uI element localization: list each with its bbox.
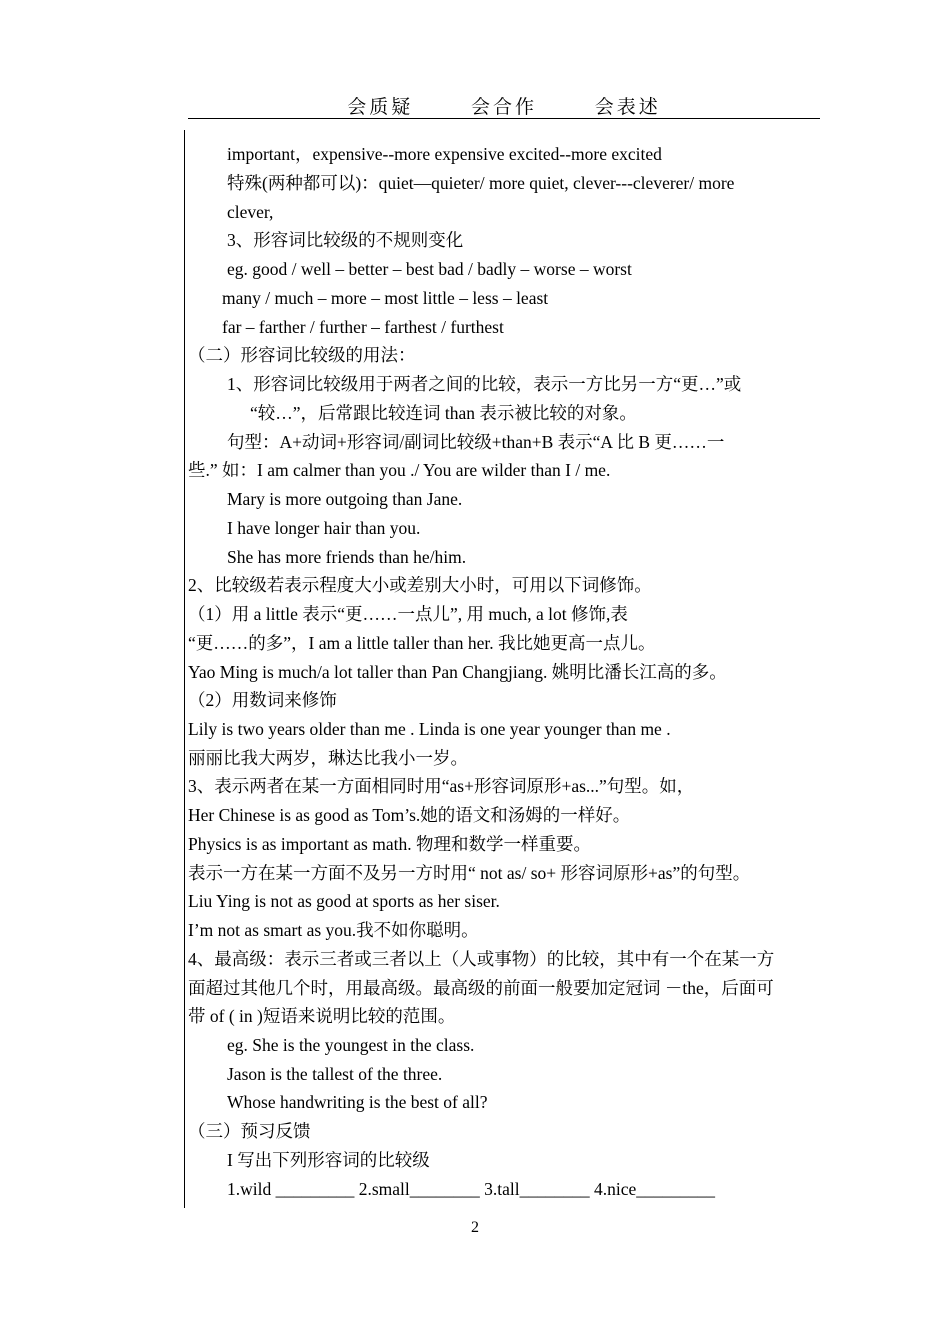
text-line: Lily is two years older than me . Linda is one year younger than me . [188,719,671,739]
text-line: important，expensive--more expensive excited--more excited [227,144,662,164]
text-line: 些.” 如：I am calmer than you ./ You are wilder than I / me. [188,460,611,480]
text-line: “较…”，后常跟比较连词 than 表示被比较的对象。 [250,403,637,423]
text-line: 4、最高级：表示三者或三者以上（人或事物）的比较，其中有一个在某一方 [188,949,775,969]
page-number: 2 [471,1219,479,1236]
header-item-cooperate: 会合作 [470,97,537,118]
text-line: 带 of ( in )短语来说明比较的范围。 [188,1006,456,1026]
text-line: 3、形容词比较级的不规则变化 [227,230,464,250]
page-header [188,92,820,118]
text-line: many / much – more – most little – less – least [222,288,549,308]
text-line: 2、比较级若表示程度大小或差别大小时，可用以下词修饰。 [188,575,652,595]
text-line: Yao Ming is much/a lot taller than Pan Changjiang. 姚明比潘长江高的多。 [188,662,727,682]
text-line: I 写出下列形容词的比较级 [227,1150,430,1170]
text-line: 1.wild _________ 2.small________ 3.tall________ 4.nice_________ [227,1179,716,1199]
text-line: Liu Ying is not as good at sports as her siser. [188,891,500,911]
text-line: 3、表示两者在某一方面相同时用“as+形容词原形+as...”句型。如， [188,776,695,796]
header-item-express: 会表述 [594,97,661,118]
text-line: She has more friends than he/him. [227,547,467,567]
text-line: （三）预习反馈 [188,1121,311,1141]
text-line: I have longer hair than you. [227,518,421,538]
text-line: I’m not as smart as you.我不如你聪明。 [188,920,479,940]
header-item-question: 会质疑 [347,97,414,118]
left-margin-rule [184,130,185,1208]
text-line: Whose handwriting is the best of all? [227,1092,488,1112]
text-line: 丽丽比我大两岁，琳达比我小一岁。 [188,748,468,768]
text-line: （二）形容词比较级的用法： [188,345,416,365]
text-line: 表示一方在某一方面不及另一方时用“ not as/ so+ 形容词原形+as”的句型。 [188,863,751,883]
text-line: “更……的多”，I am a little taller than her. 我比她更高一点儿。 [188,633,656,653]
header-divider [188,118,820,119]
text-line: Jason is the tallest of the three. [227,1064,443,1084]
text-line: 1、形容词比较级用于两者之间的比较，表示一方比另一方“更…”或 [227,374,742,394]
text-line: eg. good / well – better – best bad / badly – worse – worst [227,259,632,279]
text-line: far – farther / further – farthest / furthest [222,317,504,337]
text-line: Her Chinese is as good as Tom’s.她的语文和汤姆的一样好。 [188,805,631,825]
text-line: （1）用 a little 表示“更……一点儿”, 用 much, a lot 修饰,表 [188,604,628,624]
text-line: 特殊(两种都可以)：quiet—quieter/ more quiet, clever---cleverer/ more [227,173,735,193]
text-line: 面超过其他几个时，用最高级。最高级的前面一般要加定冠词 －the，后面可 [188,978,774,998]
text-line: （2）用数词来修饰 [188,690,337,710]
text-line: eg. She is the youngest in the class. [227,1035,475,1055]
text-line: clever, [227,202,274,222]
text-line: Mary is more outgoing than Jane. [227,489,463,509]
text-line: 句型：A+动词+形容词/副词比较级+than+B 表示“A 比 B 更……一 [227,432,725,452]
text-line: Physics is as important as math. 物理和数学一样重要。 [188,834,591,854]
